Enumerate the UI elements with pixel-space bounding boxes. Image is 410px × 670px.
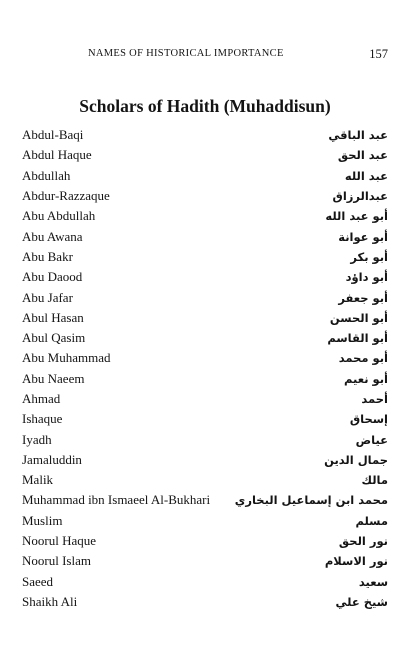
arabic-name: عبد الله (344, 168, 388, 183)
arabic-name: نور الاسلام (324, 554, 388, 569)
list-item (22, 267, 388, 287)
latin-name: Ahmad (22, 391, 61, 406)
list-item (22, 348, 388, 368)
arabic-name: أبو القاسم (327, 331, 388, 346)
list-item (22, 490, 388, 510)
arabic-name: أحمد (361, 392, 388, 406)
arabic-name: عبد الحق (337, 148, 388, 163)
arabic-name: أبو الحسن (329, 310, 388, 325)
list-item (22, 186, 388, 206)
arabic-name: أبو محمد (338, 351, 388, 366)
arabic-name: أبو عوانة (338, 229, 388, 244)
arabic-name: نور الحق (338, 534, 388, 549)
arabic-name: عياض (355, 432, 388, 447)
latin-name: Abdullah (22, 167, 71, 183)
arabic-name: إسحاق (349, 412, 388, 427)
latin-name: Ishaque (22, 411, 63, 427)
list-item (22, 206, 388, 226)
list-item (22, 287, 388, 307)
list-item (22, 125, 388, 145)
list-item (22, 511, 388, 531)
list-item (22, 226, 388, 246)
latin-name: Noorul Haque (22, 533, 97, 549)
latin-name: Shaikh Ali (22, 593, 78, 609)
section-title: Scholars of Hadith (Muhaddisun) (79, 96, 331, 116)
list-item (22, 247, 388, 267)
latin-name: Abu Jafar (22, 289, 73, 305)
latin-name: Saeed (22, 573, 54, 589)
list-item (22, 450, 388, 470)
latin-name: Abu Naeem (22, 370, 85, 386)
list-item (22, 531, 388, 551)
arabic-name: شيخ علي (335, 594, 388, 609)
list-item (22, 592, 388, 612)
arabic-name: عبد الباقي (328, 128, 388, 143)
arabic-name: عبدالرزاق (332, 189, 388, 204)
running-header: NAMES OF HISTORICAL IMPORTANCE (88, 48, 284, 59)
arabic-name: مالك (361, 473, 388, 488)
latin-name: Abu Awana (22, 228, 83, 244)
names-list (22, 125, 388, 612)
arabic-name: أبو بكر (350, 249, 388, 264)
latin-name: Noorul Islam (22, 553, 91, 569)
latin-name: Abu Daood (22, 269, 83, 285)
arabic-name: جمال الدين (324, 452, 388, 467)
arabic-name: أبو جعفر (338, 290, 388, 305)
latin-name: Abu Abdullah (22, 208, 96, 224)
list-item (22, 409, 388, 429)
arabic-name: سعيد (358, 574, 388, 589)
latin-name: Abdur-Razzaque (22, 188, 110, 204)
list-item (22, 369, 388, 389)
arabic-name: أبو نعيم (344, 371, 388, 386)
latin-name: Abu Bakr (22, 248, 73, 264)
list-item (22, 145, 388, 165)
list-item (22, 551, 388, 571)
arabic-name: أبو عبد الله (325, 209, 388, 224)
latin-name: Abul Qasim (22, 330, 86, 346)
latin-name: Muslim (22, 512, 63, 528)
list-item (22, 470, 388, 490)
latin-name: Abdul Haque (22, 147, 92, 163)
arabic-name: مسلم (355, 513, 388, 528)
latin-name: Malik (22, 472, 54, 488)
latin-name: Muhammad ibn Ismaeel Al-Bukhari (22, 492, 211, 508)
list-item (22, 572, 388, 592)
list-item (22, 166, 388, 186)
latin-name: Abul Hasan (22, 309, 84, 325)
latin-name: Iyadh (22, 431, 52, 447)
arabic-name: محمد ابن إسماعيل البخاري (234, 493, 388, 508)
list-item (22, 328, 388, 348)
latin-name: Abu Muhammad (22, 350, 111, 366)
latin-name: Abdul-Baqi (22, 127, 84, 143)
arabic-name: أبو داؤد (345, 270, 388, 285)
list-item (22, 389, 388, 409)
list-item (22, 308, 388, 328)
list-item (22, 429, 388, 449)
page-number: 157 (369, 47, 388, 61)
latin-name: Jamaluddin (22, 451, 82, 467)
